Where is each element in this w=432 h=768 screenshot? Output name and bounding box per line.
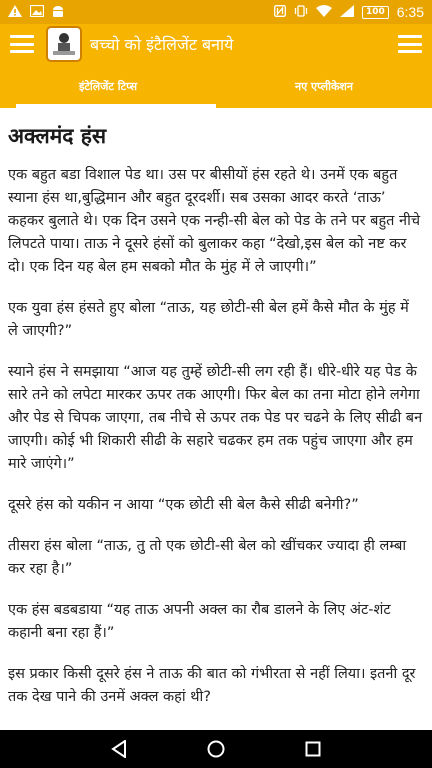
back-icon[interactable] [108,738,130,760]
home-icon[interactable] [205,738,227,760]
tab-bar [0,64,432,108]
app-logo [46,26,82,62]
story-content[interactable] [0,108,432,730]
story-paragraph: एक हंस बडबडाया “यह ताऊ अपनी अक्ल का रौब डालने के लिए अंट-शंट कहानी बना रहा हैं।” [8,602,391,641]
status-bar [0,0,432,24]
tab-intelligent-tips[interactable]: इंटेलिजेंट टिप्स [0,64,216,108]
system-nav-bar [0,730,432,768]
nfc-icon [274,5,286,19]
battery-indicator: 100 [362,6,389,19]
story-paragraph: स्याने हंस ने समझाया “आज यह तुम्हें छोटी-सी लग रही हैं। धीरे-धीरे यह पेड के सारे तने को लपेटा मारकर ऊपर तक आएगी। फिर बेल का तना मोटा होने लगेगा और पेड से चिपक जाएगा, तब नीचे से ऊपर तक पेड पर चढने के लिए सीढी बन जाएगी। कोई भी शिकारी सीढी के सहारे चढकर हम तक पहुंच जाएगा और हम मारे जाएंगे।” [8,364,423,472]
nav-drawer-menu-icon[interactable] [10,35,34,53]
status-left [8,5,64,20]
story-paragraph: तीसरा हंस बोला “ताऊ, तु तो एक छोटी-सी बेल को खींचकर ज्यादा ही लम्बा कर रहा है।” [8,538,407,577]
story-title: अक्लमंद हंस [8,124,107,148]
app-bar [0,24,432,64]
signal-icon [340,5,354,19]
story-paragraph: दूसरे हंस को यकीन न आया “एक छोटी सी बेल कैसे सीढी बनेगी?” [8,497,359,513]
image-icon [30,5,44,19]
alert-icon [8,5,22,19]
app-title: बच्चो को इंटैलिजेंट बनाये [90,35,234,54]
status-time: 6:35 [396,4,424,20]
recents-icon[interactable] [302,738,324,760]
status-right [274,4,424,20]
story-paragraph: इस प्रकार किसी दूसरे हंस ने ताऊ की बात को गंभीरता से नहीं लिया। इतनी दूर तक देख पाने की उनमें अक्ल कहां थी? [8,666,416,705]
android-icon [52,5,64,20]
tab-new-applications[interactable]: नए एप्लीकेशन [294,79,354,93]
story-paragraph: एक युवा हंस हंसते हुए बोला “ताऊ, यह छोटी-सी बेल हमें कैसे मौत के मुंह में ले जाएगी?” [8,300,409,339]
vibrate-icon [294,5,308,19]
overflow-menu-icon[interactable] [398,35,422,53]
wifi-icon [316,5,332,19]
story-paragraph: एक बहुत बडा विशाल पेड था। उस पर बीसीयों हंस रहते थे। उनमें एक बहुत स्याना हंस था,बुद्धिमान और बहुत दूरदर्शी। सब उसका आदर करते ‘ताऊ’ कहकर बुलाते थे। एक दिन उसने एक नन्ही-सी बेल को पेड के तने पर बहुत नीचे लिपटते पाया। ताऊ ने दूसरे हंसों को बुलाकर कहा “देखो,इस बेल को नष्ट कर दो। एक दिन यह बेल हम सबको मौत के मुंह में ले जाएगी।” [8,167,421,275]
